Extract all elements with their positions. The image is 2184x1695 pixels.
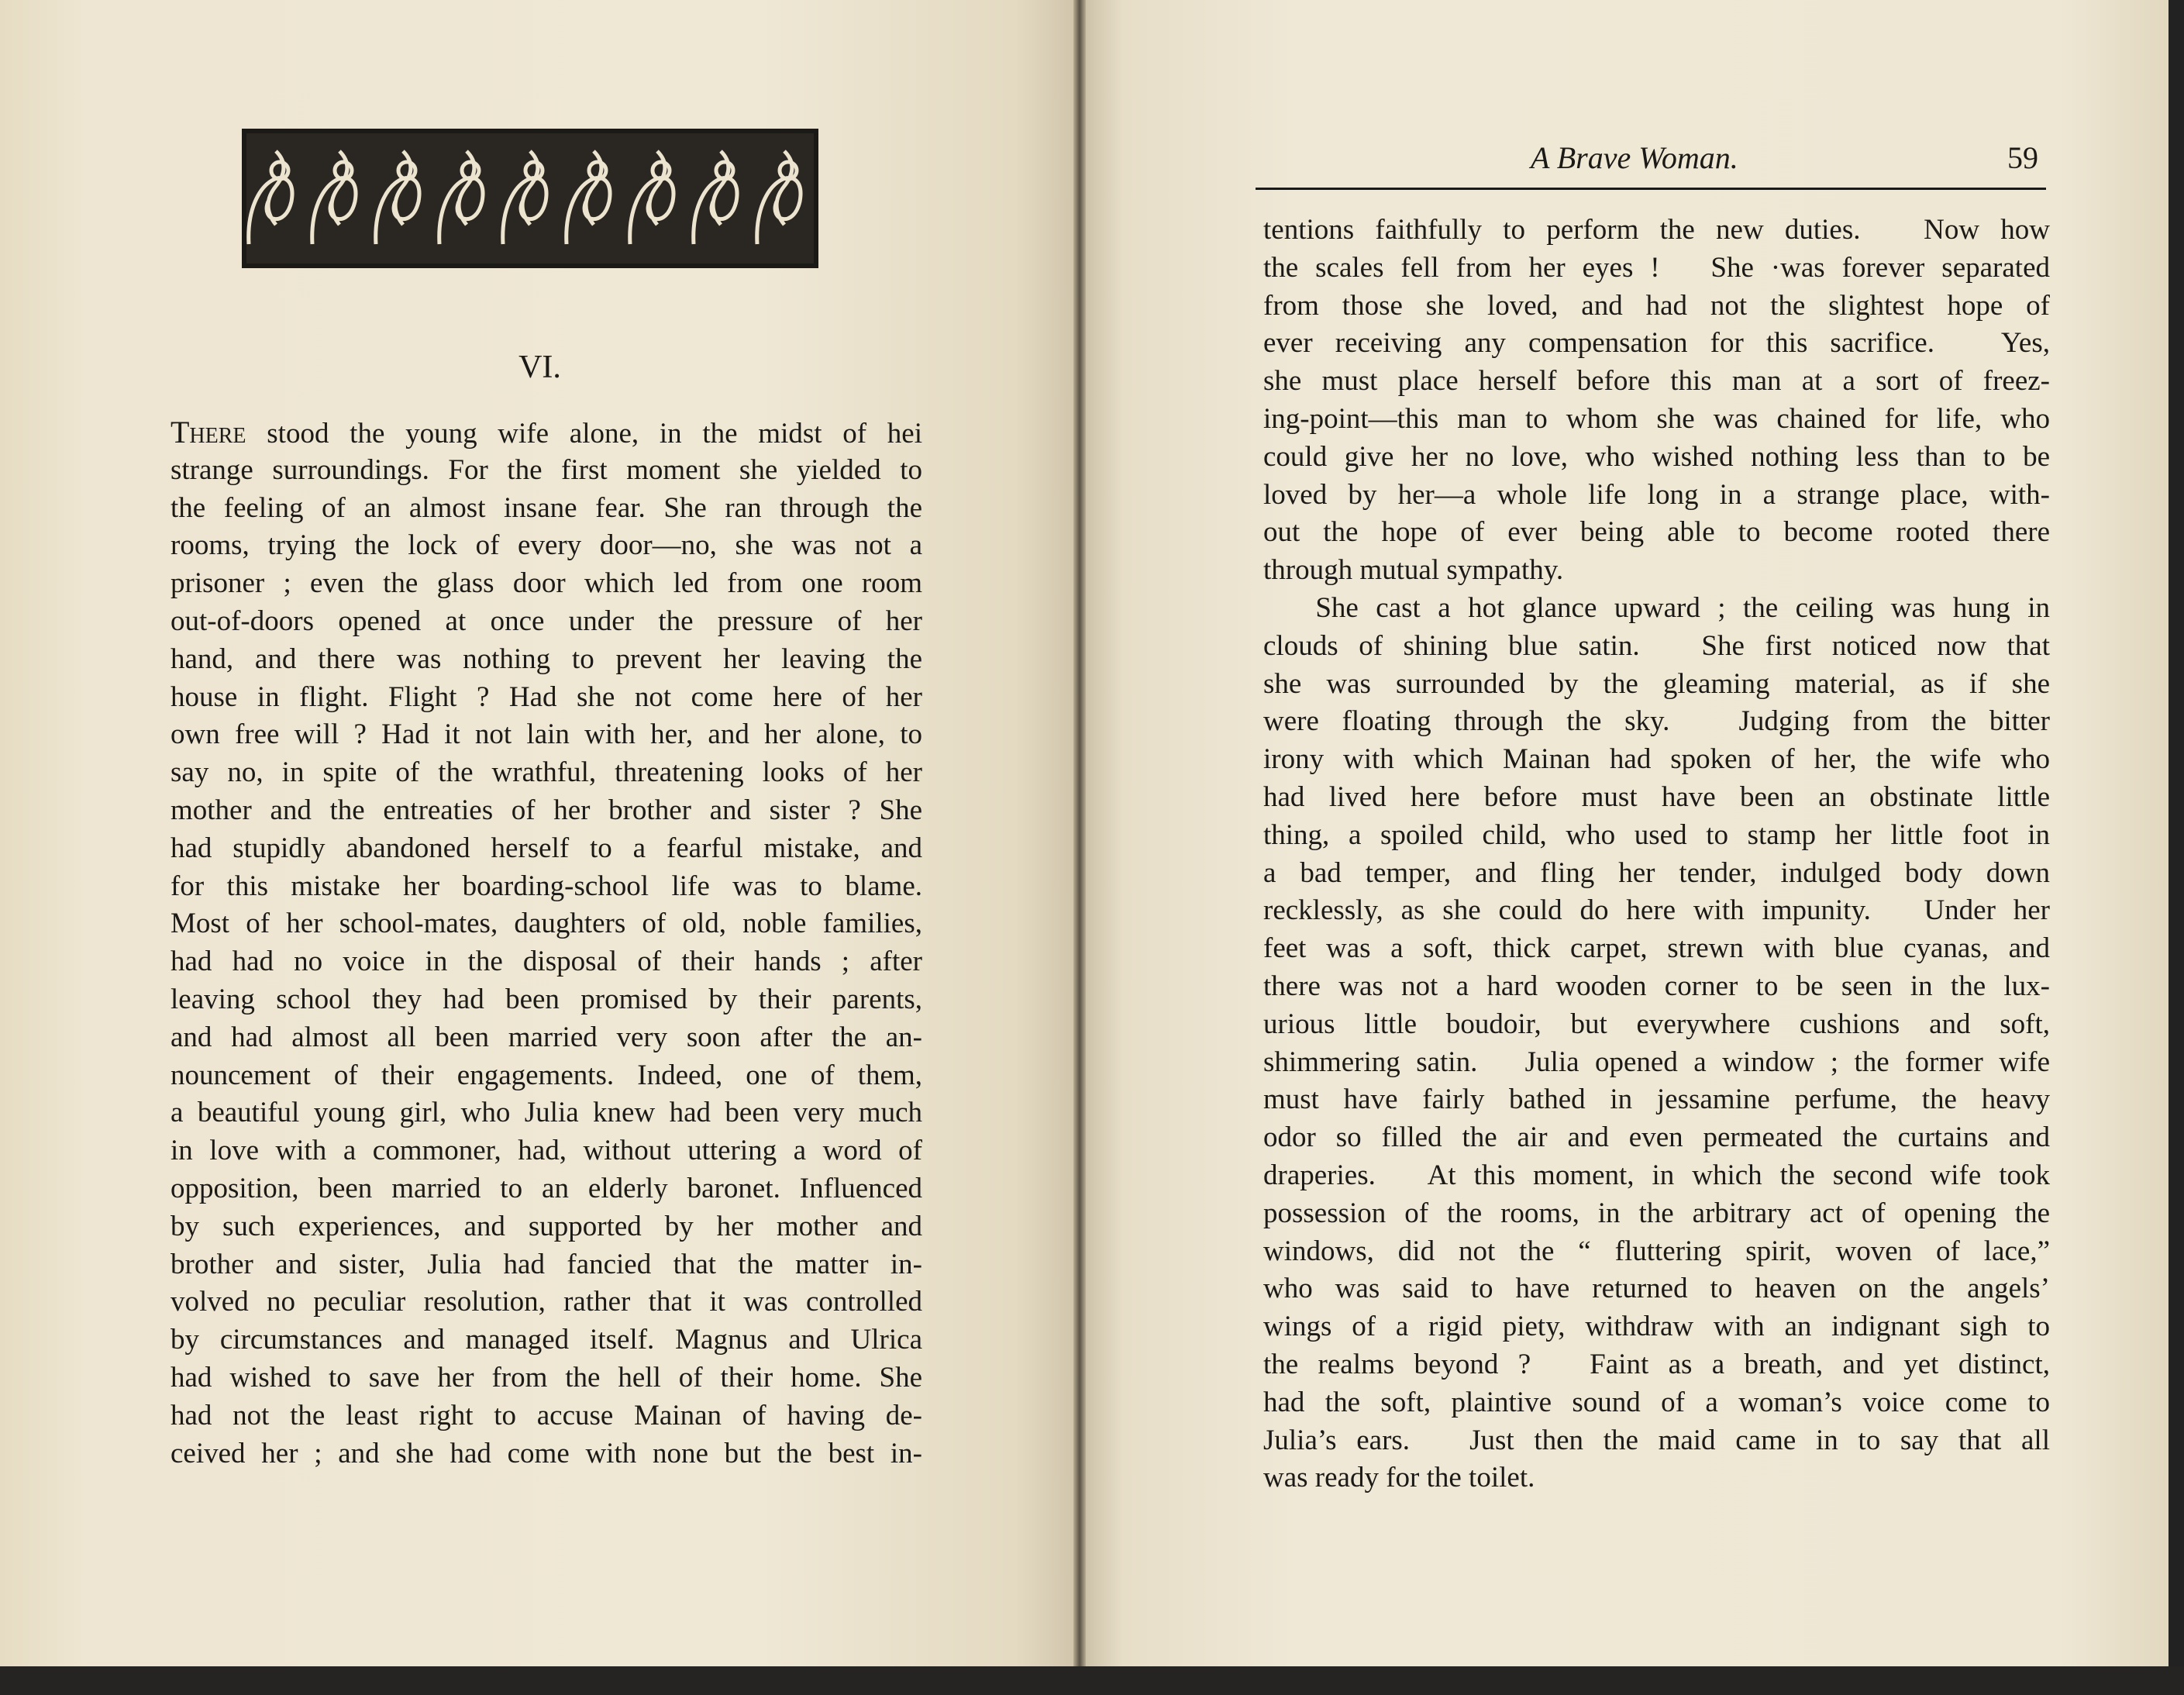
text-line: in love with a commoner, had, without uttering a word of (171, 1135, 922, 1167)
text-line: say no, in spite of the wrathful, threatening looks of her (171, 756, 922, 789)
text-line: were floating through the sky. Judging from the bitter (1263, 705, 2050, 738)
text-line: ever receiving any compensation for this sacrifice. Yes, (1263, 327, 2050, 360)
text-line: clouds of shining blue satin. She first noticed now that (1263, 629, 2050, 662)
text-line: there was not a hard wooden corner to be seen in the lux- (1263, 970, 2050, 1002)
text-line: loved by her—a whole life long in a strange place, with- (1263, 478, 2050, 511)
text-line: Most of her school-mates, daughters of old, noble families, (171, 908, 922, 940)
text-line: draperies. At this moment, in which the second wife took (1263, 1159, 2050, 1191)
text-line: recklessly, as she could do here with impunity. Under her (1263, 894, 2050, 927)
text-line: had wished to save her from the hell of their home. She (171, 1362, 922, 1394)
text-line: was ready for the toilet. (1263, 1462, 1535, 1494)
text-line: through mutual sympathy. (1263, 554, 1564, 587)
text-line: had stupidly abandoned herself to a fearful mistake, and (171, 832, 922, 864)
text-line: out-of-doors opened at once under the pressure of her (171, 605, 922, 637)
text-line: Julia’s ears. Just then the maid came in to say that all (1263, 1424, 2050, 1456)
text-line: prisoner ; even the glass door which led from one room (171, 567, 922, 600)
text-line: had lived here before must have been an obstinate little (1263, 781, 2050, 813)
text-line: ceived her ; and she had come with none but the best in- (171, 1437, 922, 1469)
text-line: odor so filled the air and even permeated the curtains and (1263, 1121, 2050, 1154)
text-line: brother and sister, Julia had fancied that the matter in- (171, 1248, 922, 1280)
text-line: shimmering satin. Julia opened a window ; the former wife (1263, 1046, 2050, 1078)
text-line: she must place herself before this man at a sort of freez- (1263, 365, 2050, 398)
text-line: and had almost all been married very soon after the an- (171, 1021, 922, 1053)
book-spine (1073, 0, 1086, 1695)
text-line: windows, did not the “ fluttering spirit, woven of lace,” (1263, 1235, 2050, 1267)
text-line: volved no peculiar resolution, rather that it was controlled (171, 1286, 922, 1318)
decorative-headpiece-ornament (241, 128, 819, 269)
text-line: leaving school they had been promised by their parents, (171, 984, 922, 1015)
text-line: wings of a rigid piety, withdraw with an indignant sigh to (1263, 1311, 2050, 1343)
text-line: who was said to have returned to heaven on the angels’ (1263, 1273, 2050, 1305)
text-line: own free will ? Had it not lain with her, and her alone, to (171, 718, 922, 751)
text-line: irony with which Mainan had spoken of her, the wife who (1263, 743, 2050, 776)
text-line: by circumstances and managed itself. Magnus and Ulrica (171, 1324, 922, 1356)
text-line: house in flight. Flight ? Had she not come here of her (171, 680, 922, 713)
text-line: had had no voice in the disposal of their hands ; after (171, 946, 922, 978)
text-line: thing, a spoiled child, who used to stamp her little foot in (1263, 818, 2050, 851)
left-page (0, 0, 1080, 1666)
text-line: could give her no love, who wished nothing less than to be (1263, 440, 2050, 473)
text-line: nouncement of their engagements. Indeed, one of them, (171, 1059, 922, 1091)
text-line: strange surroundings. For the first moment she yielded to (171, 453, 922, 486)
text-line: the scales fell from her eyes ! She ·was forever separated (1263, 251, 2050, 284)
page-edge (2168, 0, 2184, 1695)
text-line: opposition, been married to an elderly baronet. Influenced (171, 1173, 922, 1204)
chapter-number: VI. (518, 350, 561, 385)
header-rule (1256, 188, 2046, 190)
text-line: by such experiences, and supported by her mother and (171, 1210, 922, 1242)
page-number: 59 (2007, 140, 2038, 175)
running-head: A Brave Woman. (1531, 140, 1738, 175)
text-line (171, 413, 922, 451)
text-line: tentions faithfully to perform the new duties. Now how (1263, 214, 2050, 246)
text-line: she was surrounded by the gleaming material, as if she (1263, 667, 2050, 700)
first-line-text: stood the young wife alone, in the midst of hei (246, 418, 922, 450)
text-line: She cast a hot glance upward ; the ceiling was hung in (1263, 592, 2050, 624)
text-line: from those she loved, and had not the slightest hope of (1263, 289, 2050, 322)
text-line: mother and the entreaties of her brother and sister ? She (171, 794, 922, 826)
cover-edge (0, 1666, 2184, 1695)
text-line: feet was a soft, thick carpet, strewn with blue cyanas, and (1263, 932, 2050, 965)
text-line: out the hope of ever being able to become rooted there (1263, 516, 2050, 549)
text-line: a bad temper, and fling her tender, indulged body down (1263, 856, 2050, 889)
small-caps-opening-word: There (171, 415, 246, 450)
text-line: rooms, trying the lock of every door—no, she was not a (171, 529, 922, 562)
text-line: must have fairly bathed in jessamine perfume, the heavy (1263, 1083, 2050, 1116)
text-line: the realms beyond ? Faint as a breath, and yet distinct, (1263, 1349, 2050, 1380)
text-line: the feeling of an almost insane fear. She ran through the (171, 491, 922, 524)
text-line: hand, and there was nothing to prevent her leaving the (171, 643, 922, 675)
text-line: for this mistake her boarding-school life was to blame. (171, 870, 922, 902)
text-line: urious little boudoir, but everywhere cushions and soft, (1263, 1008, 2050, 1040)
text-line: a beautiful young girl, who Julia knew had been very much (171, 1097, 922, 1129)
text-line: possession of the rooms, in the arbitrary act of opening the (1263, 1197, 2050, 1229)
text-line: had not the least right to accuse Mainan of having de- (171, 1399, 922, 1431)
text-line: had the soft, plaintive sound of a woman’s voice come to (1263, 1386, 2050, 1418)
text-line: ing-point—this man to whom she was chained for life, who (1263, 403, 2050, 435)
